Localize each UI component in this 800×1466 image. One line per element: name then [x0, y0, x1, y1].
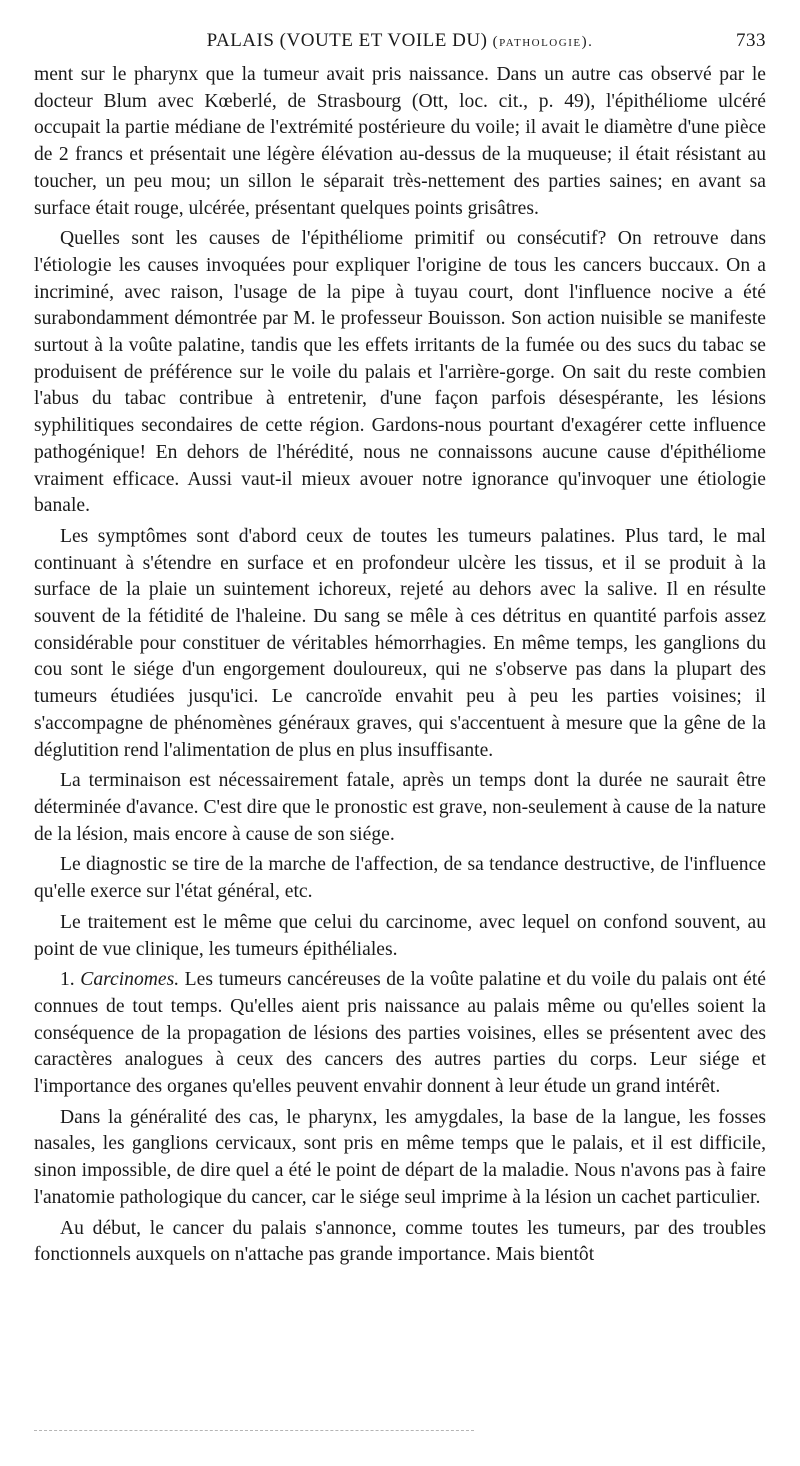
paragraph: Dans la généralité des cas, le pharynx, les amygdales, la base de la langue, les fosses nasales, les ganglions cervicaux, sont pris en même temps que le palais, et il est difficile, sinon impossible, de dire quel a été le point de départ de la maladie. Nous n'avons pas à faire l'anatomie pathologique du cancer, car le siége seul imprime à la lésion un cachet particulier. — [34, 1106, 766, 1208]
paragraph: ment sur le pharynx que la tumeur avait pris naissance. Dans un autre cas observé par le docteur Blum avec Kœberlé, de Strasbourg (Ott, loc. cit., p. 49), l'épithéliome ulcéré occupait la partie médiane de l'extrémité postérieure du voile; il avait le diamètre d'une pièce de 2 francs et présentait une légère élévation au-dessus de la muqueuse; il était résistant au toucher, un peu mou; un sillon le séparait très-nettement des parties saines; en avant sa surface était rouge, ulcérée, présentant quelques points grisâtres. — [34, 64, 766, 219]
running-head — [34, 30, 766, 58]
page-number: 733 — [736, 30, 766, 51]
paragraph: Le traitement est le même que celui du carcinome, avec lequel on confond souvent, au point de vue clinique, les tumeurs épithéliales. — [34, 911, 766, 960]
running-head-section: (pathologie). — [492, 34, 594, 50]
paragraph: Quelles sont les causes de l'épithéliome primitif ou consécutif? On retrouve dans l'étiologie les causes invoquées pour expliquer l'origine de tous les cancers buccaux. On a incriminé, avec raison, l'usage de la pipe à tuyau court, dont l'influence nocive a été surabondamment démontrée par M. le professeur Bouisson. Son action nuisible se manifeste surtout à la voûte palatine, tandis que les effets irritants de la fumée ou des sucs du tabac se produisent de préférence sur le voile du palais et l'arrière-gorge. On sait du reste combien l'abus du tabac contribue à entretenir, d'une façon parfois désespérante, les lésions syphilitiques secondaires de cette région. Gardons-nous pourtant d'exagérer cette influence pathogénique! En dehors de l'hérédité, nous ne connaissons aucune cause d'épithéliome vraiment efficace. Aussi vaut-il mieux avouer notre ignorance qu'invoquer une étiologie banale. — [34, 228, 766, 517]
section-number: 1. — [60, 969, 81, 991]
paragraph: Le diagnostic se tire de la marche de l'affection, de sa tendance destructive, de l'influence qu'elle exerce sur l'état général, etc. — [34, 854, 766, 903]
paragraph-text: Les tumeurs cancéreuses de la voûte palatine et du voile du palais ont été connues de tout temps. Qu'elles aient pris naissance au palais même ou qu'elles soient la conséquence de la propagation de lésions des parties voisines, elles se présentent avec des caractères analogues à ceux des cancers des autres parties du corps. Leur siége et l'importance des organes qu'elles peuvent envahir donnent à leur étude un grand intérêt. — [34, 969, 767, 1098]
paragraph: La terminaison est nécessairement fatale, après un temps dont la durée ne saurait être déterminée d'avance. C'est dire que le pronostic est grave, non-seulement à cause de la nature de la lésion, mais encore à cause de son siége. — [34, 770, 766, 845]
paragraph: Les symptômes sont d'abord ceux de toutes les tumeurs palatines. Plus tard, le mal continuant à s'étendre en surface et en profondeur ulcère les tissus, et il se produit à la surface de la plaie un suintement ichoreux, rejeté au dehors avec la salive. Il en résulte souvent de la fétidité de l'haleine. Du sang se mêle à ces détritus en quantité parfois assez considérable pour constituer de véritables hémorrhagies. En même temps, les ganglions du cou sont le siége d'un engorgement douloureux, qui ne s'observe pas dans la plupart des tumeurs étudiées jusqu'ici. Le cancroïde envahit peu à peu les parties voisines; il s'accompagne de phénomènes généraux graves, qui s'accentuent à mesure que la gêne de la déglutition rend l'alimentation de plus en plus insuffisante. — [34, 525, 766, 761]
paragraph: Au début, le cancer du palais s'annonce, comme toutes les tumeurs, par des troubles fonctionnels auxquels on n'attache pas grande importance. Mais bientôt — [34, 1217, 766, 1266]
footer-rule — [34, 1430, 474, 1431]
running-head-main: PALAIS (VOUTE ET VOILE DU) — [206, 30, 493, 51]
running-head-title — [34, 30, 766, 52]
body-text — [34, 62, 766, 1269]
section-heading: Carcinomes. — [80, 969, 180, 991]
document-page — [34, 30, 766, 1273]
paragraph-carcinomes — [34, 967, 766, 1101]
